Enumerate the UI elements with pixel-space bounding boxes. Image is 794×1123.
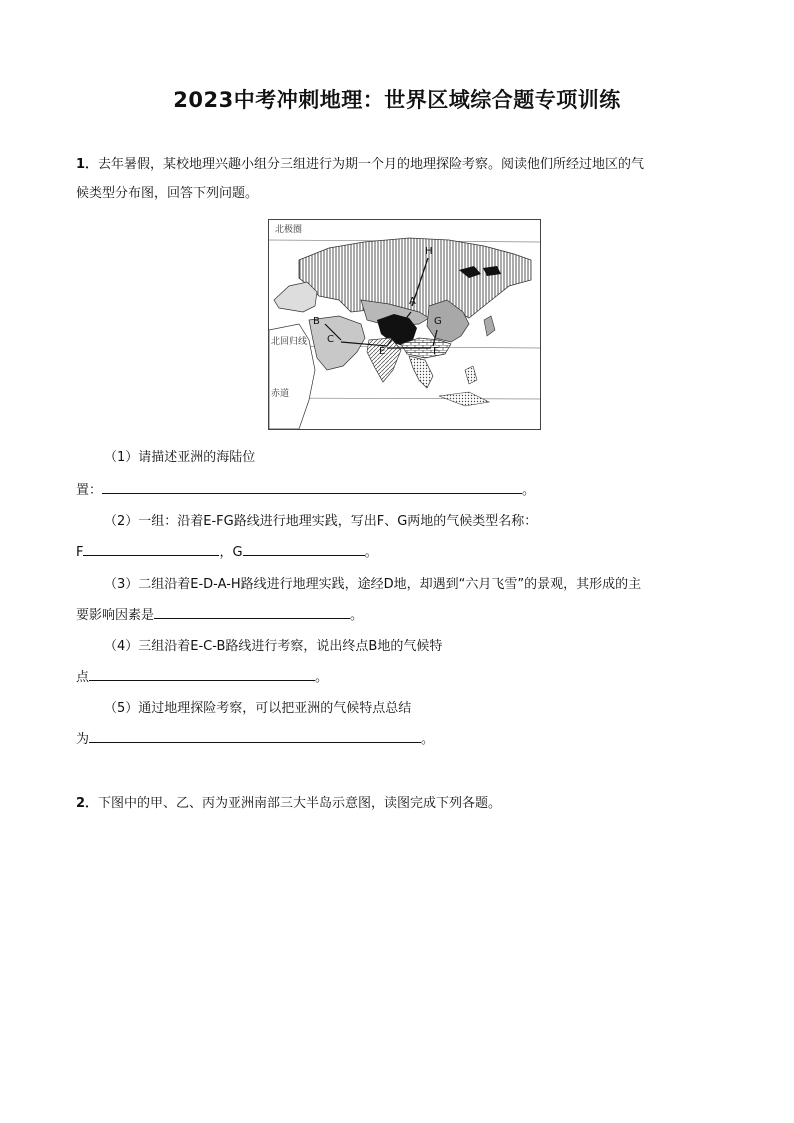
climate-map [268,219,541,430]
q1-s4-answer-row [76,666,328,685]
point-c: C [327,334,334,345]
q1-s2-f-label: F [76,545,84,560]
q1-s4-prompt: （4）三组沿着E-C-B路线进行考察，说出终点B地的气候特 [104,639,443,654]
q2 [76,792,501,811]
q1-intro [76,150,726,208]
q1-s3-end: 。 [350,608,364,623]
point-a: A [409,296,416,307]
point-d: D [391,326,399,337]
arctic-circle-label: 北极圈 [275,225,303,235]
q1-s1-end: 。 [522,483,536,498]
q1-s5-prompt: （5）通过地理探险考察，可以把亚洲的气候特点总结 [104,701,412,716]
q1-s5-blank[interactable] [89,729,421,743]
q1-s1-answer-row [76,479,535,498]
q1-s3-prompt: （3）二组沿着E-D-A-H路线进行地理实践，途经D地，却遇到“六月飞雪”的景观，其形成的主 [104,577,642,592]
point-g: G [434,316,442,327]
q1-intro-line1: 去年暑假，某校地理兴趣小组分三组进行为期一个月的地理探险考察。阅读他们所经过地区的气 [98,157,645,172]
q1-s5-end: 。 [421,732,435,747]
q2-number: 2． [76,796,99,811]
q1-s5-label: 为 [76,732,90,747]
point-b: B [313,316,320,327]
q1-s3-label: 要影响因素是 [76,608,155,623]
point-h: H [425,246,433,257]
q1-intro-line2: 候类型分布图，回答下列问题。 [76,186,259,201]
q1-number: 1． [76,157,99,172]
q1-s2-g-label: ，G [219,545,243,560]
q1-s2-prompt: （2）一组：沿着E-FG路线进行地理实践，写出F、G两地的气候类型名称： [104,514,538,529]
q2-text: 下图中的甲、乙、丙为亚洲南部三大半岛示意图，读图完成下列各题。 [98,796,502,811]
tropic-label: 北回归线 [271,337,308,347]
q1-s4-blank[interactable] [89,667,315,681]
q1-s2-f-blank[interactable] [83,542,219,556]
page-title: 2023中考冲刺地理：世界区域综合题专项训练 [173,88,621,112]
q1-s4-end: 。 [315,670,329,685]
q1-s2-end: 。 [364,545,378,560]
point-e: E [379,346,386,357]
q1-s1-blank[interactable] [102,480,522,494]
q1-s2-answer-row [76,541,378,560]
climate-map-svg [269,220,540,429]
q1-s1-prompt: （1）请描述亚洲的海陆位 [104,450,256,465]
q1-s4-label: 点 [76,670,90,685]
q1-s1-label: 置： [76,483,103,498]
q1-s5-answer-row [76,728,434,747]
point-f: F [433,346,439,357]
q1-s3-answer-row [76,604,363,623]
equator-label: 赤道 [271,389,290,399]
q1-s3-blank[interactable] [154,605,350,619]
q1-s2-g-blank[interactable] [243,542,365,556]
